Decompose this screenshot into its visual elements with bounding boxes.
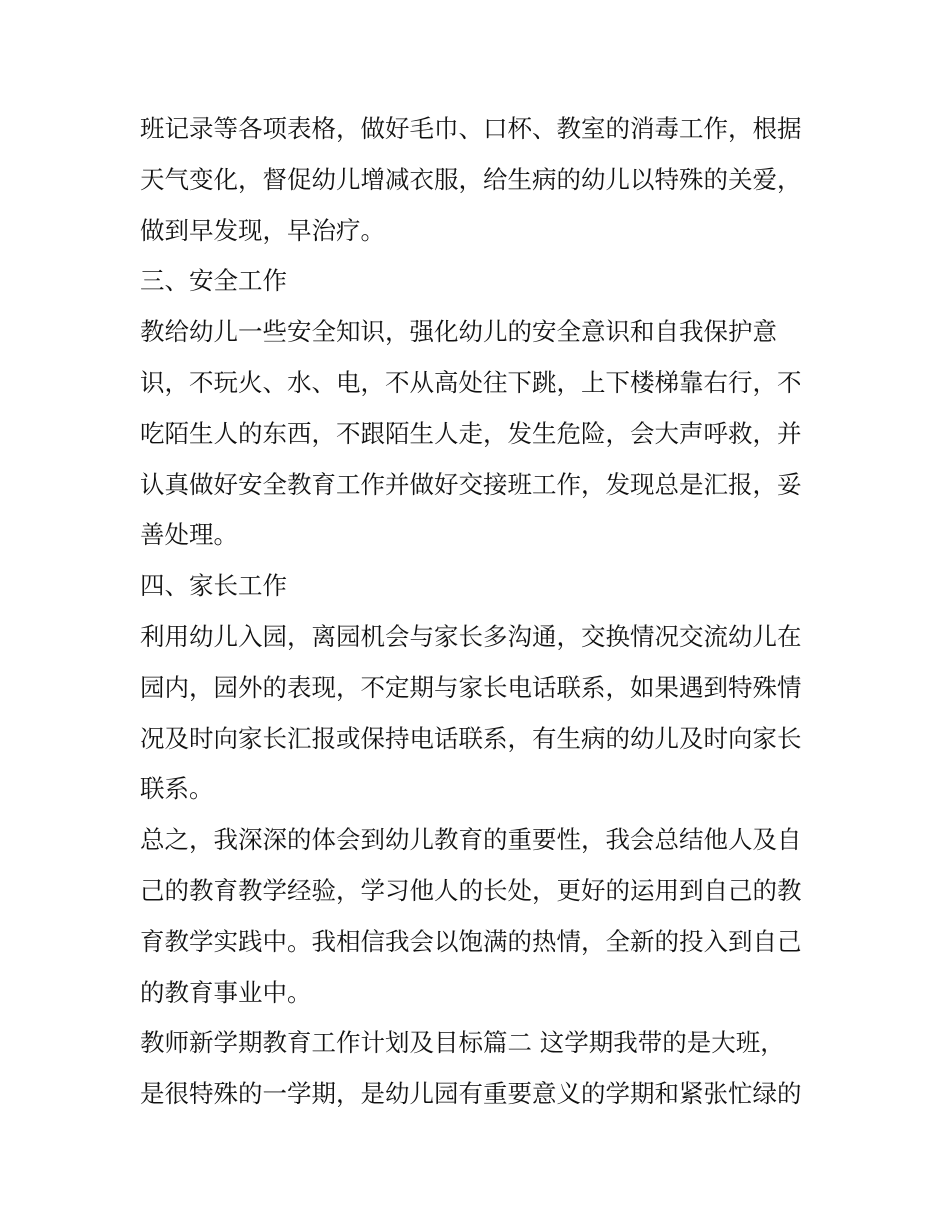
section-heading-safety: 三、安全工作 [140,266,287,296]
text-line-3: 做到早发现，早治疗。 [140,215,385,245]
section-heading-parents: 四、家长工作 [140,571,287,601]
text-line-11: 利用幼儿入园，离园机会与家长多沟通，交换情况交流幼儿在 [140,621,802,651]
text-line-15: 总之，我深深的体会到幼儿教育的重要性，我会总结他人及自 [140,825,802,855]
text-line-6: 识，不玩火、水、电，不从高处往下跳，上下楼梯靠右行，不 [140,367,802,397]
text-line-14: 联系。 [140,774,214,804]
text-line-1: 班记录等各项表格，做好毛巾、口杯、教室的消毒工作，根据 [140,114,802,143]
text-line-19: 教师新学期教育工作计划及目标篇二 这学期我带的是大班， [140,1028,785,1058]
text-line-13: 况及时向家长汇报或保持电话联系，有生病的幼儿及时向家长 [140,723,802,753]
text-line-2: 天气变化，督促幼儿增减衣服，给生病的幼儿以特殊的关爱， [140,164,802,194]
text-line-5: 教给幼儿一些安全知识，强化幼儿的安全意识和自我保护意 [140,317,777,347]
text-line-7: 吃陌生人的东西，不跟陌生人走，发生危险，会大声呼救，并 [140,418,802,448]
text-line-9: 善处理。 [140,520,238,550]
text-line-16: 己的教育教学经验，学习他人的长处，更好的运用到自己的教 [140,875,802,905]
text-line-17: 育教学实践中。我相信我会以饱满的热情，全新的投入到自己 [140,926,802,956]
text-line-18: 的教育事业中。 [140,977,312,1007]
text-line-20: 是很特殊的一学期，是幼儿园有重要意义的学期和紧张忙绿的 [140,1079,802,1109]
document-body [140,104,820,1120]
text-line-8: 认真做好安全教育工作并做好交接班工作，发现总是汇报，妥 [140,469,802,499]
text-line-12: 园内，园外的表现，不定期与家长电话联系，如果遇到特殊情 [140,672,802,702]
